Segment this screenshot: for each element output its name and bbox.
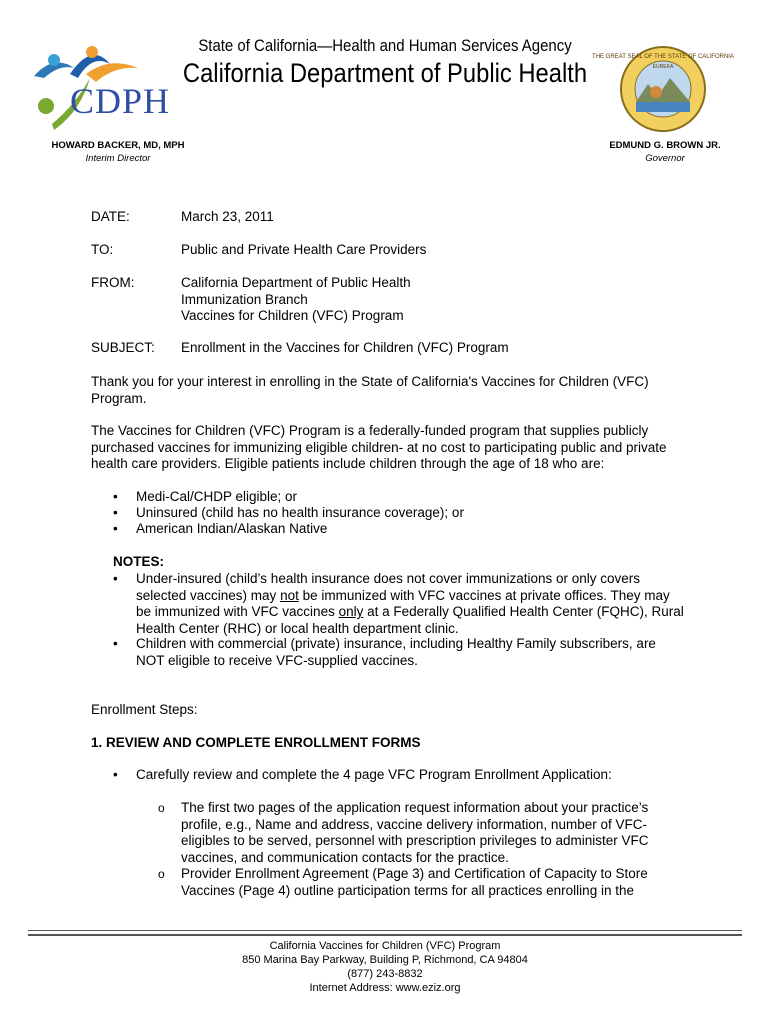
director-block	[38, 140, 198, 164]
footer-line: 850 Marina Bay Parkway, Building P, Richmond, CA 94804	[242, 954, 528, 966]
governor-title: Governor	[645, 153, 685, 164]
eligibility-item: Medi-Cal/CHDP eligible; or	[136, 489, 298, 504]
description-paragraph: The Vaccines for Children (VFC) Program is a federally-funded program that supplies publicly purchased vaccines for immunizing eligible children- at no cost to participating public and private health care providers. Eligible patients include children through the age of 18 who are:	[91, 423, 667, 471]
footer-line: Internet Address: www.eziz.org	[309, 982, 461, 994]
footer-rule	[28, 934, 742, 936]
intro-paragraph: Thank you for your interest in enrolling in the State of California's Vaccines for Children (VFC) Program.	[91, 374, 649, 406]
sub-bullet-marker: o	[158, 801, 165, 815]
bullet-marker: •	[113, 636, 118, 651]
to-label: TO:	[91, 242, 114, 257]
step1-bullet: Carefully review and complete the 4 page VFC Program Enrollment Application:	[136, 767, 612, 782]
bullet-marker: •	[113, 571, 118, 586]
from-line: California Department of Public Health	[181, 275, 411, 290]
director-title: Interim Director	[85, 153, 151, 164]
footer-line: (877) 243-8832	[347, 968, 423, 980]
from-value	[181, 275, 411, 325]
director-name: HOWARD BACKER, MD, MPH	[51, 140, 185, 151]
bullet-marker: •	[113, 505, 118, 520]
date-value: March 23, 2011	[181, 209, 274, 224]
subject-value: Enrollment in the Vaccines for Children (VFC) Program	[181, 340, 509, 355]
from-line: Vaccines for Children (VFC) Program	[181, 308, 404, 323]
steps-heading: Enrollment Steps:	[91, 702, 198, 717]
logo-wordmark: CDPH	[70, 81, 171, 121]
date-label: DATE:	[91, 209, 130, 224]
emphasis-not: not	[280, 587, 299, 603]
notes-heading: NOTES:	[113, 554, 165, 569]
subject-label: SUBJECT:	[91, 340, 155, 355]
to-value: Public and Private Health Care Providers	[181, 242, 427, 257]
seal-motto: EUREKA	[652, 64, 674, 70]
seal-text: THE GREAT SEAL OF THE STATE OF CALIFORNIA	[592, 54, 734, 60]
department-name: California Department of Public Health	[182, 58, 588, 88]
eligibility-item: American Indian/Alaskan Native	[136, 521, 328, 536]
state-seal	[592, 44, 734, 134]
sub-item: Provider Enrollment Agreement (Page 3) and Certification of Capacity to Store Vaccines (Page 4) outline participation terms for all practices enrolling in the	[181, 866, 648, 898]
step1-heading: 1. REVIEW AND COMPLETE ENROLLMENT FORMS	[91, 735, 421, 750]
bullet-marker: •	[113, 521, 118, 536]
bullet-marker: •	[113, 767, 118, 782]
from-label: FROM:	[91, 275, 135, 290]
footer-line: California Vaccines for Children (VFC) Program	[269, 940, 501, 952]
agency-name: State of California—Health and Human Services Agency	[198, 36, 572, 55]
note-item: Children with commercial (private) insurance, including Healthy Family subscribers, are NOT eligible to receive VFC-supplied vaccines.	[136, 636, 656, 668]
eligibility-item: Uninsured (child has no health insurance coverage); or	[136, 505, 464, 520]
from-line: Immunization Branch	[181, 291, 308, 307]
bullet-marker: •	[113, 489, 118, 504]
sub-item: The first two pages of the application request information about your practice’s profile, e.g., Name and address, vaccine delivery information, number of VFC-eligibles to be served, personnel with prescription privileges to administer VFC vaccines, and communication contacts for the practice.	[181, 800, 649, 865]
governor-block	[590, 140, 740, 164]
footer-rule	[28, 930, 742, 931]
emphasis-only: only	[338, 604, 364, 619]
governor-name: EDMUND G. BROWN JR.	[609, 140, 721, 151]
sub-bullet-marker: o	[158, 867, 165, 881]
note-item: Under-insured (child’s health insurance does not cover immunizations or only covers selected vaccines) may not be immunized with VFC vaccines at private offices. They may be immunized with VFC vaccines only at a Federally Qualified Health Center (FQHC), Rural Health Center (RHC) or local health department clinic.	[136, 571, 684, 636]
